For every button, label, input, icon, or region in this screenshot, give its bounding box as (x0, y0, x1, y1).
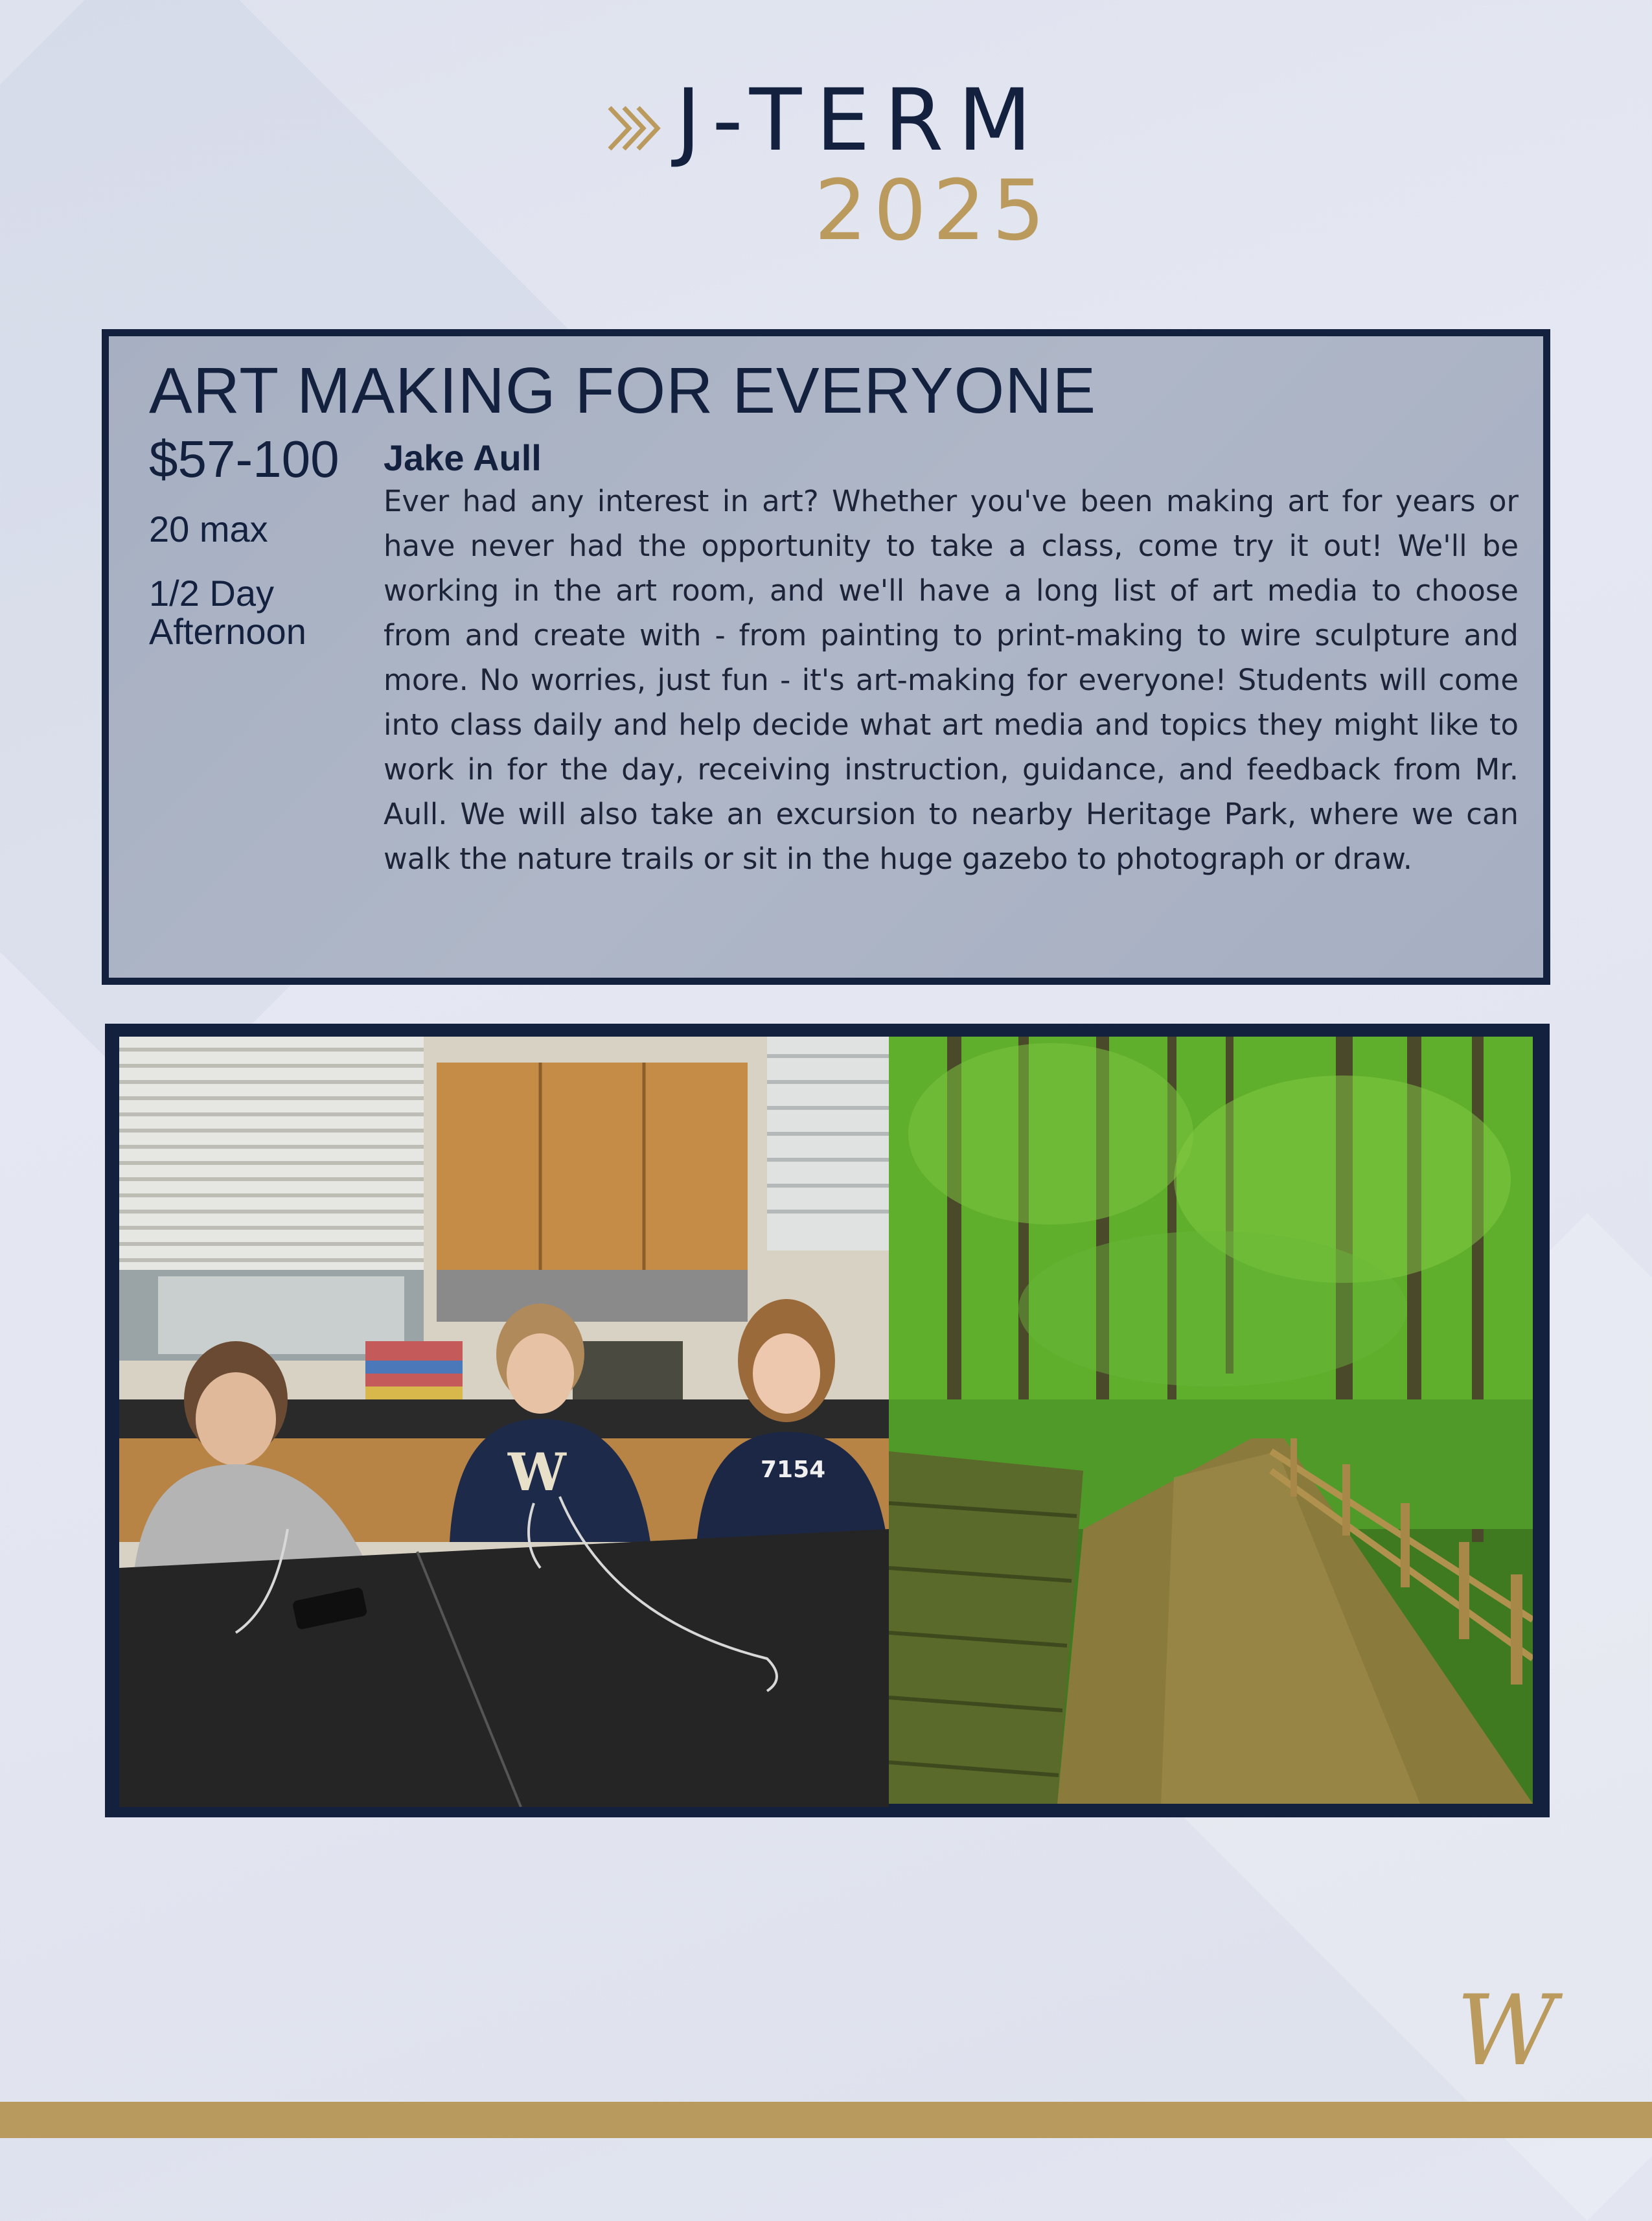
jterm-header (606, 71, 1059, 259)
course-schedule-time: Afternoon (149, 610, 306, 652)
course-card (102, 329, 1550, 985)
instructor-name: Jake Aull (384, 437, 542, 478)
course-meta (149, 430, 369, 652)
footer-bar (0, 2102, 1652, 2138)
double-chevron-right-icon (606, 102, 665, 154)
svg-text:W: W (508, 1442, 566, 1502)
nature-trail-photo (889, 1037, 1533, 1804)
course-title: ART MAKING FOR EVERYONE (149, 354, 1097, 427)
page-year: 2025 (814, 163, 1051, 259)
page-title: J-TERM (676, 71, 1046, 170)
photo-panel (105, 1024, 1550, 1817)
school-logo: W (1456, 1975, 1557, 2088)
course-capacity: 20 max (149, 509, 268, 549)
course-schedule-length: 1/2 Day (149, 573, 274, 614)
course-schedule (149, 575, 369, 651)
course-description: Ever had any interest in art? Whether you've been making art for years or have never had the opportunity to take a class, come try it out! We'll be working in the art room, and we'll have a long list of art media to choose from and create with - from painting to print-making to wire sculpture and more. No worries, just fun - it's art-making for everyone! Students will come into class daily and help decide what art media and topics they might like to work in for the day, receiving instruction, guidance, and feedback from Mr. Aull. We will also take an excursion to nearby Heritage Park, where we can walk the nature trails or sit in the huge gazebo to photograph or draw. (384, 484, 1519, 876)
svg-text:7154: 7154 (761, 1456, 826, 1483)
classroom-photo (119, 1037, 889, 1807)
course-price: $57-100 (149, 430, 339, 488)
